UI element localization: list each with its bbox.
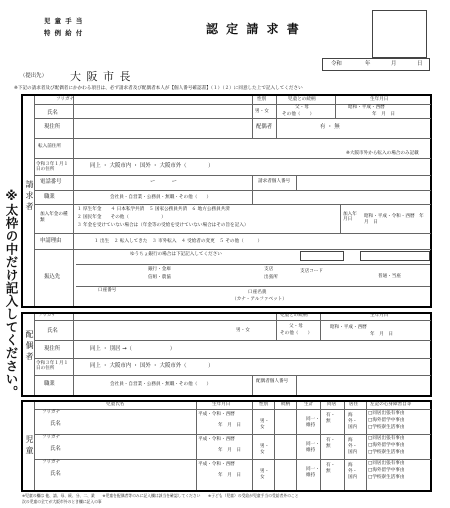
date-day-label: 日 [417, 61, 423, 67]
claimant-name-input[interactable] [76, 106, 250, 118]
child-row[interactable] [34, 459, 432, 484]
spouse-birth-ymd[interactable]: 年 月 日 [370, 332, 393, 337]
child-cohab-options[interactable]: 有・無 [326, 463, 336, 474]
claimant-bank-name-type[interactable]: 銀行・金庫 [148, 267, 171, 272]
children-footer-note-2: 次の児童の全てが大阪市外のとき欄に記入の事 [22, 499, 102, 504]
spouse-relation-options[interactable]: 父・母 [289, 324, 303, 329]
claimant-spouse-label: 配偶者 [256, 124, 273, 130]
child-row[interactable] [34, 409, 432, 434]
submit-to-city: 大 阪 市 長 [70, 70, 132, 83]
claimant-mynumber-input[interactable] [298, 177, 430, 189]
spouse-address-label: 現住所 [44, 346, 61, 352]
spouse-mynumber-input[interactable] [298, 377, 430, 393]
child-cohab-options[interactable]: 有・無 [326, 413, 336, 424]
children-col-name: 児童氏名 [106, 402, 125, 407]
claimant-label: 請求者 [25, 180, 34, 213]
claimant-relation-other[interactable]: その他（ ） [282, 112, 315, 117]
claimant-job-options[interactable]: 会社員・自営業・公務員・無職・その他（ ） [110, 195, 212, 200]
child-gender-options[interactable]: 男・女 [260, 444, 270, 455]
child-birth-ymd[interactable]: 年 月 日 [218, 448, 241, 453]
side-note: ※太枠の中だけ記入してください。 [4, 188, 19, 399]
child-livelihood-options[interactable]: 同一・維持 [306, 442, 320, 453]
claimant-insured-date-input[interactable]: 昭和・平成・令和・西暦 年 月 日 [364, 214, 429, 225]
children-header-row [34, 402, 432, 409]
claimant-birth-era[interactable]: 昭和・平成・西暦 [348, 105, 385, 110]
claimant-pension-options-1[interactable]: １ 厚生年金 ４ 日本私学共済 ５ 国家公務員共済 ６ 地方公務員共済 [77, 207, 230, 212]
claimant-insured-date-label: 加入年月日 [343, 212, 357, 222]
child-note-3[interactable]: □学校寮生活事由 [368, 425, 405, 430]
child-birth-era[interactable]: 平成・令和・西暦 [198, 412, 235, 417]
benefit-type-line2: 特 例 給 付 [44, 29, 84, 37]
claimant-phone-label: 電話番号 [40, 179, 62, 185]
submit-to-prefix: （提出先） [20, 73, 47, 79]
child-gender-options[interactable]: 男・女 [260, 419, 270, 430]
spouse-address-options[interactable]: 同上 ・ 別居 →（ ） [90, 346, 176, 352]
benefit-type-line1: 児 童 手 当 [44, 17, 84, 25]
claimant-birth-header: 生年月日 [370, 97, 389, 102]
claimant-address-label: 現住所 [44, 124, 61, 130]
spouse-birth-era[interactable]: 昭和・平成・西暦 [330, 325, 367, 330]
spouse-jan1-label: 令和３年１月１日の住所 [36, 361, 69, 371]
claimant-account-type[interactable]: 普通・当座 [378, 274, 401, 279]
child-cohab-options[interactable]: 有・無 [326, 438, 336, 449]
child-note-2[interactable]: □海外留学中事由 [368, 468, 405, 473]
children-label: 児童 [25, 435, 34, 457]
spouse-gender-options[interactable]: 男・女 [236, 328, 250, 333]
claimant-prev-address-note: ※大阪市外から転入の場合のみ記載 [346, 151, 419, 156]
child-livelihood-options[interactable]: 同一・維持 [306, 417, 320, 428]
child-resid-options[interactable]: 海外・国内 [348, 463, 358, 480]
spouse-name-label: 氏名 [47, 328, 58, 334]
child-birth-era[interactable]: 平成・令和・西暦 [198, 437, 235, 442]
spouse-jan1-options[interactable]: 同上 ・ 大阪市内 ・ 国外 ・ 大阪市外（ ） [90, 363, 214, 369]
spouse-job-label: 職業 [44, 381, 55, 387]
child-note-2[interactable]: □海外留学中事由 [368, 418, 405, 423]
claimant-relation-header: 児童との続柄 [288, 97, 316, 102]
claimant-pension-options-3[interactable]: ３ 年金を受けていない場合は（年金等の受給を受けていない場合はその旨を記入） [77, 223, 249, 228]
children-col-gender: 性別 [259, 402, 269, 407]
claimant-jan1-options[interactable]: 同上 ・ 大阪市内 ・ 国外 ・ 大阪市外（ ） [90, 163, 214, 169]
spouse-label: 配偶者 [25, 330, 34, 363]
claimant-job-label: 職業 [44, 194, 55, 200]
claimant-branch-label2[interactable]: 出張所 [264, 275, 278, 280]
claimant-reason-options[interactable]: １ 出生 ２ 転入してきた ３ 市外転入 ４ 受給者の変更 ５ その他（ ） [94, 239, 263, 244]
spouse-furigana-label: フリガナ [38, 313, 57, 318]
claimant-prev-address-label: 転入前住所 [38, 144, 61, 149]
child-name-label: 氏名 [50, 421, 61, 427]
claimant-address-input[interactable] [76, 119, 250, 137]
child-note-1[interactable]: □同居出張有事由 [368, 436, 405, 441]
form-title: 認 定 請 求 書 [206, 22, 301, 36]
claimant-gender-options[interactable]: 男・女 [255, 109, 269, 114]
spouse-job-options[interactable]: 会社員・自営業・公務員・無職・その他（ ） [110, 382, 212, 387]
child-note-2[interactable]: □海外留学中事由 [368, 443, 405, 448]
child-furigana-label: フリガナ [42, 435, 61, 440]
claimant-branch-label[interactable]: 支店 [264, 267, 274, 272]
claimant-reason-label: 申請理由 [40, 238, 62, 244]
child-birth-era[interactable]: 平成・令和・西暦 [198, 462, 235, 467]
child-furigana-label: フリガナ [42, 460, 61, 465]
date-year-label: 年 [365, 61, 371, 67]
claimant-pension-label: 加入年金の種類 [40, 212, 68, 223]
claimant-pension-options-2[interactable]: ２ 国民年金 その他（ ） [77, 215, 166, 220]
claimant-spouse-options[interactable]: 有 ・ 無 [320, 124, 340, 130]
child-resid-options[interactable]: 海外・国内 [348, 413, 358, 430]
claimant-furigana-label: フリガナ [56, 97, 75, 102]
child-name-label: 氏名 [50, 446, 61, 452]
claimant-phone-input[interactable]: ー ー [150, 179, 177, 185]
claimant-holder-label: 口座名義 [248, 290, 267, 295]
claimant-mynumber-label: 請求者個人番号 [258, 179, 291, 184]
children-col-birth: 生年月日 [212, 402, 231, 407]
claimant-jan1-label: 令和３年１月１日の住所 [36, 162, 69, 172]
date-era: 令和 [331, 61, 342, 67]
children-col-cohab: 同居 [327, 402, 337, 407]
claimant-branch-code[interactable]: 支店コード [300, 269, 323, 274]
claimant-relation-options[interactable]: 父・母 [295, 105, 309, 110]
child-note-3[interactable]: □学校寮生活事由 [368, 475, 405, 480]
date-month-label: 月 [391, 61, 397, 67]
claimant-gender-header: 性別 [257, 97, 267, 102]
claimant-name-label: 氏名 [47, 110, 58, 116]
spouse-name-input[interactable] [76, 321, 226, 339]
child-livelihood-options[interactable]: 同一・維持 [306, 467, 320, 478]
claimant-bank-code-a[interactable] [300, 251, 344, 261]
claimant-bank-code-b[interactable] [360, 251, 430, 261]
child-furigana-label: フリガナ [42, 410, 61, 415]
children-col-notes: 左記の心身障害自等 [370, 402, 412, 407]
claimant-holder-input[interactable] [290, 288, 430, 306]
child-gender-options[interactable]: 男・女 [260, 469, 270, 480]
children-col-relation: 続柄 [281, 402, 291, 407]
children-col-resid: 居住 [349, 402, 359, 407]
children-col-livelihood: 生計 [304, 402, 314, 407]
spouse-relation-other[interactable]: その他（ ） [280, 331, 313, 336]
claimant-birth-ymd[interactable]: 年 月 日 [372, 112, 395, 117]
child-birth-ymd[interactable]: 年 月 日 [218, 473, 241, 478]
claimant-bank-note: ゆうちょ銀行の場合は下記記入してください [130, 252, 222, 257]
child-note-3[interactable]: □学校寮生活事由 [368, 450, 405, 455]
spouse-mynumber-label: 配偶者個人番号 [256, 379, 289, 384]
child-name-label: 氏名 [50, 471, 61, 477]
claimant-account-no-input[interactable] [96, 295, 186, 305]
child-birth-ymd[interactable]: 年 月 日 [218, 423, 241, 428]
claimant-bank-name-type2[interactable]: 信組・農協 [148, 275, 171, 280]
children-footer-note-1: ※児童の欄は 他、請、母、続、分、二、業 ※児童を配偶者等のみに記入欄は該当を確認してください ※子ども（児童）の受給が児童手当の受給者外のこと [22, 493, 299, 498]
spouse-relation-header: 児童との続柄 [280, 313, 308, 318]
claimant-account-no-label: 口座番号 [98, 288, 117, 293]
instruction-text: ※下記の請求者及び配偶者にかかわる項目は、必ず請求者及び配偶者本人が【個人番号確認書】（１）（２）に同意した上で記入してください [14, 86, 303, 91]
child-row[interactable] [34, 434, 432, 459]
spouse-birth-header: 生年月日 [370, 313, 389, 318]
child-note-1[interactable]: □同居出張有事由 [368, 411, 405, 416]
submission-date-box[interactable] [322, 58, 430, 71]
child-resid-options[interactable]: 海外・国内 [348, 438, 358, 455]
claimant-holder-kana: （カナ・アルファベット） [232, 297, 287, 302]
claimant-bank-label: 振込先 [44, 274, 61, 280]
child-note-1[interactable]: □同居出張有事由 [368, 461, 405, 466]
stamp-box [372, 10, 427, 58]
